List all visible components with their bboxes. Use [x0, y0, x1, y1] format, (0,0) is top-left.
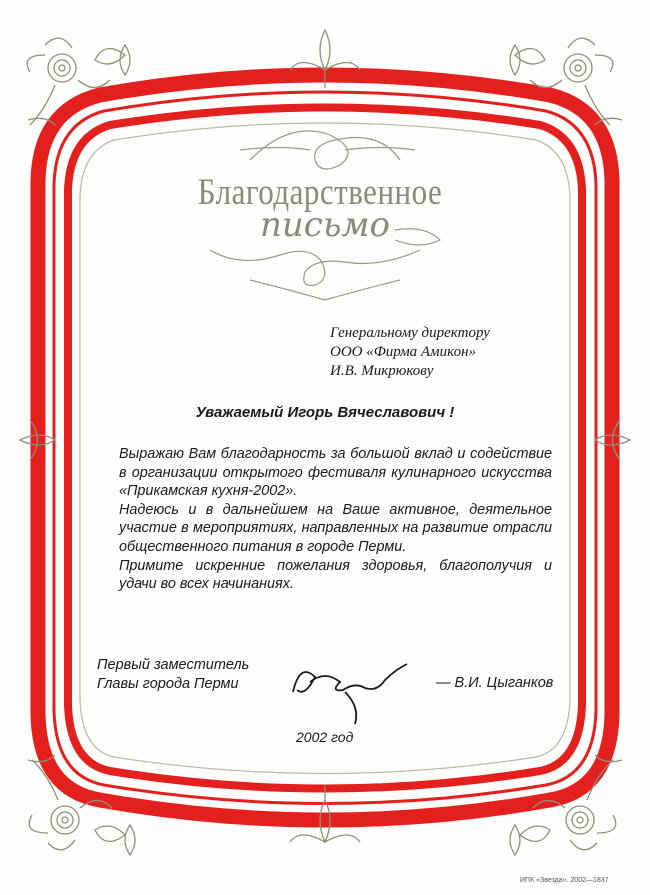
signer-position — [97, 656, 249, 694]
addressee-line: ООО «Фирма Амикон» — [330, 344, 477, 360]
document-title: Благодарственное — [197, 171, 443, 213]
signer-position-line: Главы города Перми — [97, 676, 239, 692]
document-year: 2002 год — [296, 729, 354, 745]
addressee-line: И.В. Микрюкову — [330, 363, 434, 379]
print-imprint: ИПК «Звезда». 2002—1837 — [520, 877, 609, 884]
signer-name: — В.И. Цыганков — [436, 675, 554, 691]
paragraph: Надеюсь и в дальнейшем на Ваше активное, деятельное участие в мероприятиях, направленных на развитие отрасли общественного питания в городе Перми. — [119, 501, 552, 555]
document-subtitle: письмо — [259, 205, 390, 245]
salutation: Уважаемый Игорь Вячеславович ! — [195, 404, 455, 421]
addressee-block — [330, 324, 490, 381]
addressee-line: Генеральному директору — [330, 325, 490, 341]
signature-icon — [285, 652, 415, 727]
signer-position-line: Первый заместитель — [97, 657, 250, 673]
paragraph: Выражаю Вам благодарность за большой вклад и содействие в организации открытого фестиваля кулинарного искусства «Прикамская кухня-2002». — [119, 446, 552, 500]
paragraph: Примите искренние пожелания здоровья, благополучия и удачи во всех начинаниях. — [119, 557, 552, 593]
letter-body — [119, 445, 552, 594]
corner-ornament-top-right-icon — [515, 38, 613, 125]
